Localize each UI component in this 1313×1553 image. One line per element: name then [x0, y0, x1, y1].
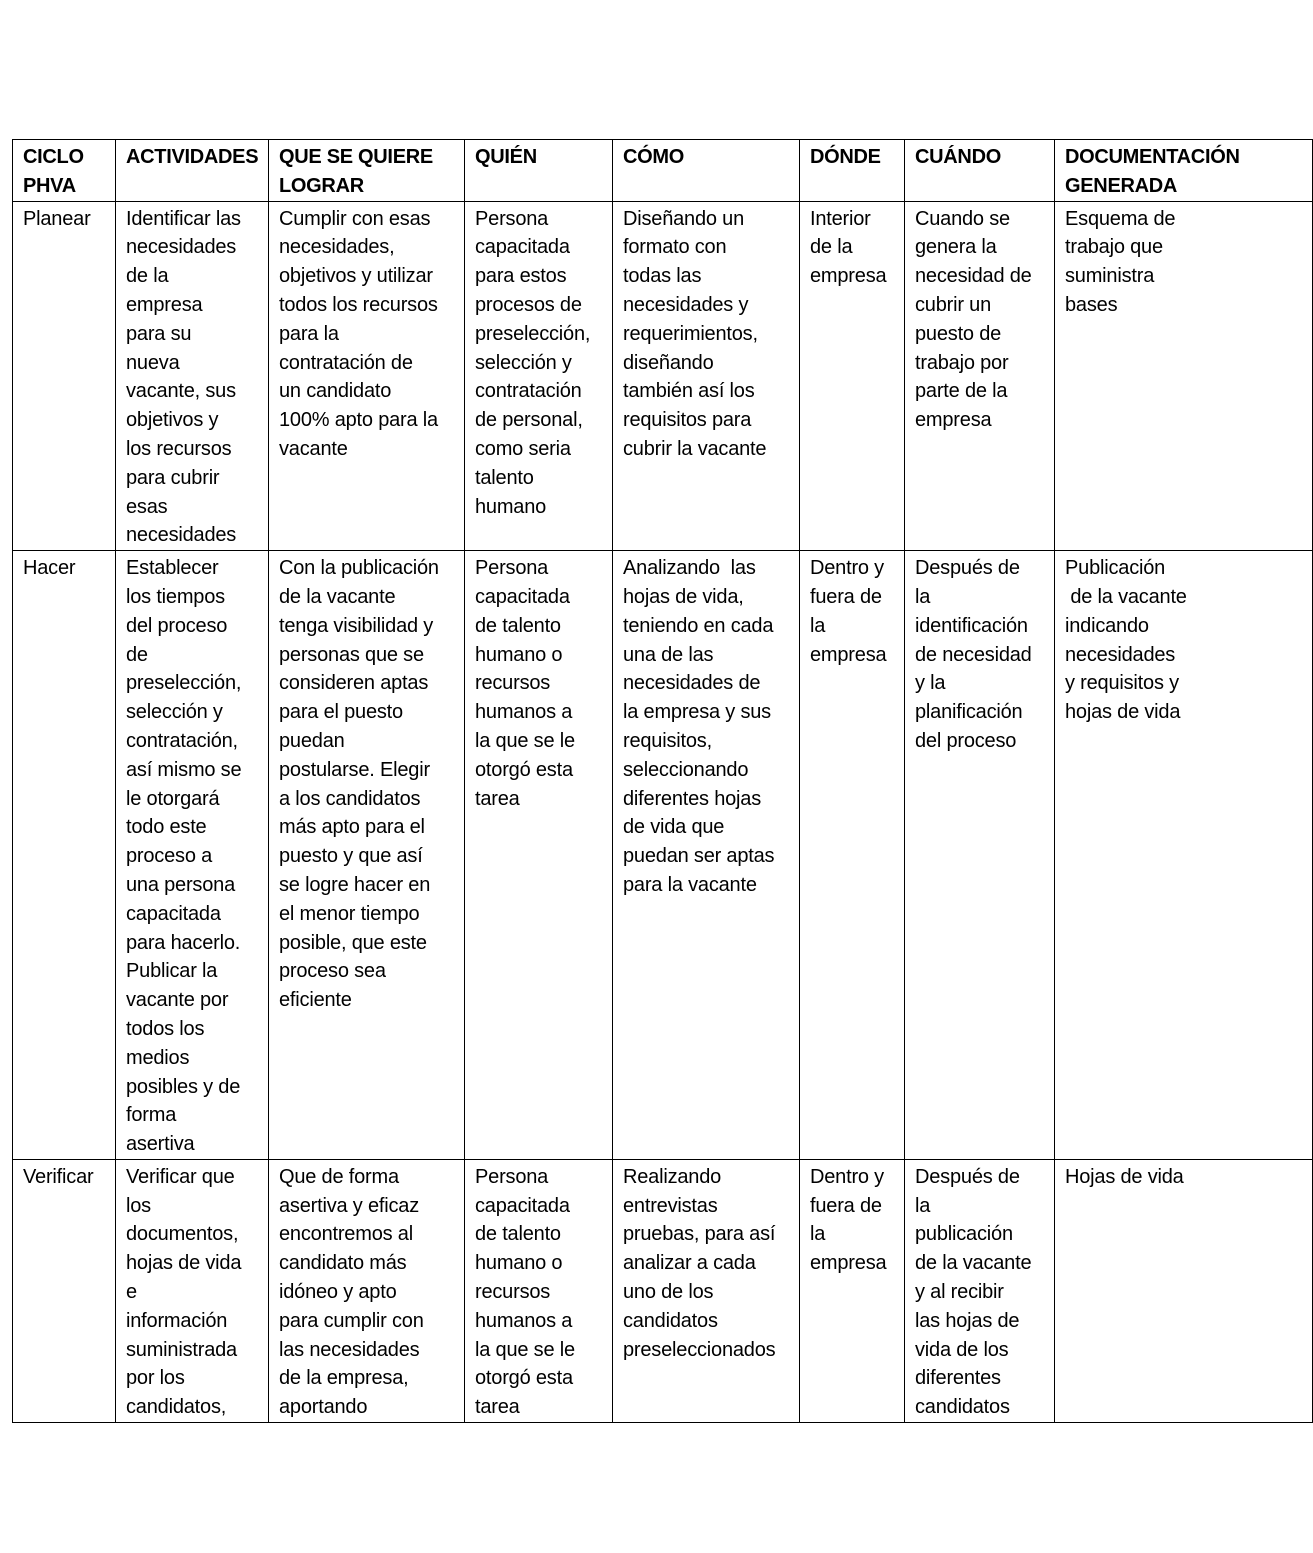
cell-documentacion-generada: Publicación de la vacante indicando necesidades y requisitos y hojas de vida — [1055, 551, 1313, 1160]
header-que-se-quiere-lograr: QUE SE QUIERE LOGRAR — [269, 140, 465, 202]
cell-cuando: Después de la identificación de necesidad y la planificación del proceso — [905, 551, 1055, 1160]
cell-cuando: Después de la publicación de la vacante y al recibir las hojas de vida de los diferentes candidatos — [905, 1159, 1055, 1422]
cell-actividades: Verificar que los documentos, hojas de vida e información suministrada por los candidatos, — [116, 1159, 269, 1422]
cell-como: Analizando las hojas de vida, teniendo en cada una de las necesidades de la empresa y sus requisitos, seleccionando diferentes hojas de vida que puedan ser aptas para la vacante — [613, 551, 800, 1160]
cell-que-se-quiere-lograr: Con la publicación de la vacante tenga visibilidad y personas que se consideren aptas para el puesto puedan postularse. Elegir a los candidatos más apto para el puesto y que así se logre hacer en el menor tiempo posible, que este proceso sea eficiente — [269, 551, 465, 1160]
cell-actividades: Identificar las necesidades de la empresa para su nueva vacante, sus objetivos y los recursos para cubrir esas necesidades — [116, 201, 269, 551]
cell-ciclo: Verificar — [13, 1159, 116, 1422]
table-row-verificar — [13, 1159, 1313, 1422]
cell-actividades: Establecer los tiempos del proceso de preselección, selección y contratación, así mismo se le otorgará todo este proceso a una persona capacitada para hacerlo. Publicar la vacante por todos los medios posibles y de forma asertiva — [116, 551, 269, 1160]
cell-que-se-quiere-lograr: Que de forma asertiva y eficaz encontremos al candidato más idóneo y apto para cumplir con las necesidades de la empresa, aportando — [269, 1159, 465, 1422]
header-ciclo-phva: CICLO PHVA — [13, 140, 116, 202]
table-row-planear — [13, 201, 1313, 551]
table-row-hacer — [13, 551, 1313, 1160]
cell-quien: Persona capacitada de talento humano o recursos humanos a la que se le otorgó esta tarea — [465, 1159, 613, 1422]
cell-que-se-quiere-lograr: Cumplir con esas necesidades, objetivos y utilizar todos los recursos para la contratación de un candidato 100% apto para la vacante — [269, 201, 465, 551]
header-donde: DÓNDE — [800, 140, 905, 202]
header-actividades: ACTIVIDADES — [116, 140, 269, 202]
cell-quien: Persona capacitada para estos procesos de preselección, selección y contratación de personal, como seria talento humano — [465, 201, 613, 551]
cell-quien: Persona capacitada de talento humano o recursos humanos a la que se le otorgó esta tarea — [465, 551, 613, 1160]
cell-donde: Interior de la empresa — [800, 201, 905, 551]
cell-como: Realizando entrevistas pruebas, para así analizar a cada uno de los candidatos preseleccionados — [613, 1159, 800, 1422]
cell-ciclo: Hacer — [13, 551, 116, 1160]
cell-donde: Dentro y fuera de la empresa — [800, 1159, 905, 1422]
cell-ciclo: Planear — [13, 201, 116, 551]
header-documentacion-generada: DOCUMENTACIÓN GENERADA — [1055, 140, 1313, 202]
cell-cuando: Cuando se genera la necesidad de cubrir un puesto de trabajo por parte de la empresa — [905, 201, 1055, 551]
header-row — [13, 140, 1313, 202]
cell-donde: Dentro y fuera de la empresa — [800, 551, 905, 1160]
header-cuando: CUÁNDO — [905, 140, 1055, 202]
cell-documentacion-generada: Esquema de trabajo que suministra bases — [1055, 201, 1313, 551]
cell-documentacion-generada: Hojas de vida — [1055, 1159, 1313, 1422]
header-como: CÓMO — [613, 140, 800, 202]
header-quien: QUIÉN — [465, 140, 613, 202]
cell-como: Diseñando un formato con todas las necesidades y requerimientos, diseñando también así los requisitos para cubrir la vacante — [613, 201, 800, 551]
phva-table — [12, 139, 1313, 1423]
